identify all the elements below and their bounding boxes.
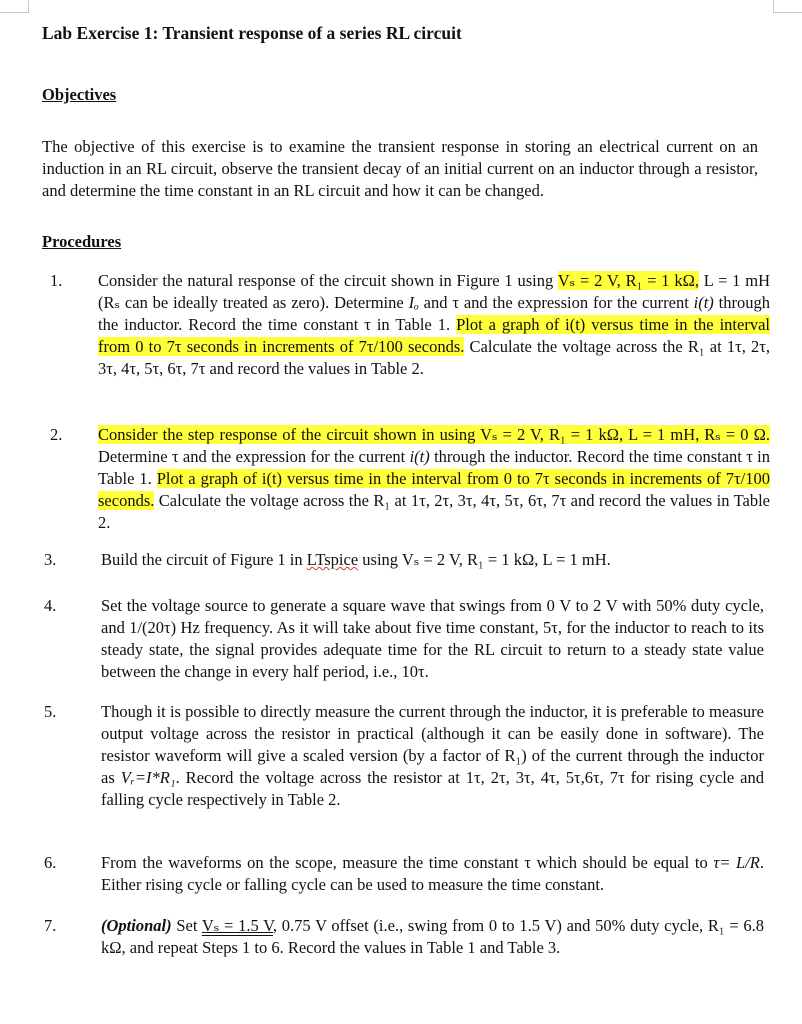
step2-text-c: Calculate the voltage across the R₁ at 1τ, 2τ, 3τ, 4τ, 5τ, 6τ, 7τ and record the values in Table 2. <box>98 491 770 532</box>
step-text <box>98 424 770 534</box>
step6-formula: τ= L/R <box>713 853 760 872</box>
step-number: 5. <box>44 702 57 721</box>
step2-current-expression: i(t) <box>409 447 430 466</box>
objectives-heading: Objectives <box>42 85 117 104</box>
step3-text-a: Build the circuit of Figure 1 in <box>101 550 307 569</box>
step1-initial-current: Iₒ <box>408 293 419 312</box>
step1-text-b: L = 1 mH (Rₛ can be ideally treated as zero). Determine <box>98 271 770 312</box>
step-text <box>101 549 764 571</box>
step-text: Set the voltage source to generate a square wave that swings from 0 V to 2 V with 50% duty cycle, and 1/(20τ) Hz frequency. As it will take about five time constant, 5τ, for the inductor to reach to its steady state, the signal provides adequate time for the RL circuit to return to a steady state value between the change in every half period, i.e., 10τ. <box>101 596 764 681</box>
step3-ltspice-word: LTspice <box>306 550 359 569</box>
step7-source-voltage: Vₛ = 1.5 V <box>201 916 273 935</box>
crop-mark-top-left <box>0 0 29 13</box>
crop-mark-top-right <box>773 0 802 13</box>
step3-text-b: using Vₛ = 2 V, R₁ = 1 kΩ, L = 1 mH. <box>358 550 611 569</box>
step-number: 3. <box>44 550 57 569</box>
step-text <box>101 701 764 811</box>
step1-text-d: through the inductor. Record the time constant τ in Table 1. <box>98 293 770 334</box>
objectives-paragraph: The objective of this exercise is to examine the transient response in storing an electrical current on an induction in an RL circuit, observe the transient decay of an initial current on an inductor through a resistor, and determine the time constant in an RL circuit and how it can be changed. <box>42 137 758 200</box>
step5-text-b: . Record the voltage across the resistor at 1τ, 2τ, 3τ, 4τ, 5τ,6τ, 7τ for rising cycle and falling cycle respectively in Table 2. <box>101 768 765 809</box>
step7-text-b: , 0.75 V offset (i.e., swing from 0 to 1.5 V) and 50% duty cycle, R₁ = 6.8 kΩ, and repeat Steps 1 to 6. Record the values in Table 1 and Table 3. <box>101 916 764 957</box>
step-text <box>101 915 764 959</box>
step-number: 1. <box>50 271 63 290</box>
step7-optional-label: (Optional) <box>101 916 172 935</box>
step2-highlight-params: Consider the step response of the circuit shown in using Vₛ = 2 V, R₁ = 1 kΩ, L = 1 mH, Rₛ = 0 Ω. <box>98 425 770 444</box>
step1-current-expression: i(t) <box>693 293 714 312</box>
step1-highlight-params: Vₛ = 2 V, R₁ = 1 kΩ, <box>557 271 699 290</box>
step2-highlight-plot: Plot a graph of i(t) versus time in the interval from 0 to 7τ seconds in increments of 7τ/100 seconds. <box>98 469 770 510</box>
step5-formula: Vᵣ=I*R₁ <box>120 768 176 787</box>
step6-text-a: From the waveforms on the scope, measure the time constant τ which should be equal to <box>101 853 714 872</box>
step1-text-e: Calculate the voltage across the R₁ at 1τ, 2τ, 3τ, 4τ, 5τ, 6τ, 7τ and record the values in Table 2. <box>98 337 771 378</box>
step1-text-c: and τ and the expression for the current <box>418 293 694 312</box>
step-number: 7. <box>44 916 57 935</box>
step6-text-b: . Either rising cycle or falling cycle can be used to measure the time constant. <box>101 853 764 894</box>
step7-text-a: Set <box>171 916 202 935</box>
step-text <box>98 270 770 380</box>
step-number: 2. <box>50 425 63 444</box>
step2-text-a: Determine τ and the expression for the current <box>98 447 410 466</box>
step1-highlight-plot: Plot a graph of i(t) versus time in the interval from 0 to 7τ seconds in increments of 7τ/100 seconds. <box>98 315 770 356</box>
step-number: 6. <box>44 853 57 872</box>
procedures-heading: Procedures <box>42 232 122 251</box>
step-text <box>101 852 764 896</box>
step1-text-a: Consider the natural response of the circuit shown in Figure 1 using <box>98 271 558 290</box>
document-title: Lab Exercise 1: Transient response of a series RL circuit <box>42 23 462 43</box>
step5-text-a: Though it is possible to directly measure the current through the inductor, it is preferable to measure output voltage across the resistor in practical (although it can be easily done in software). The resistor waveform will give a scaled version (by a factor of R₁) of the current through the inductor as <box>101 702 764 787</box>
step-number: 4. <box>44 596 57 615</box>
step2-text-b: through the inductor. Record the time constant τ in Table 1. <box>98 447 770 488</box>
